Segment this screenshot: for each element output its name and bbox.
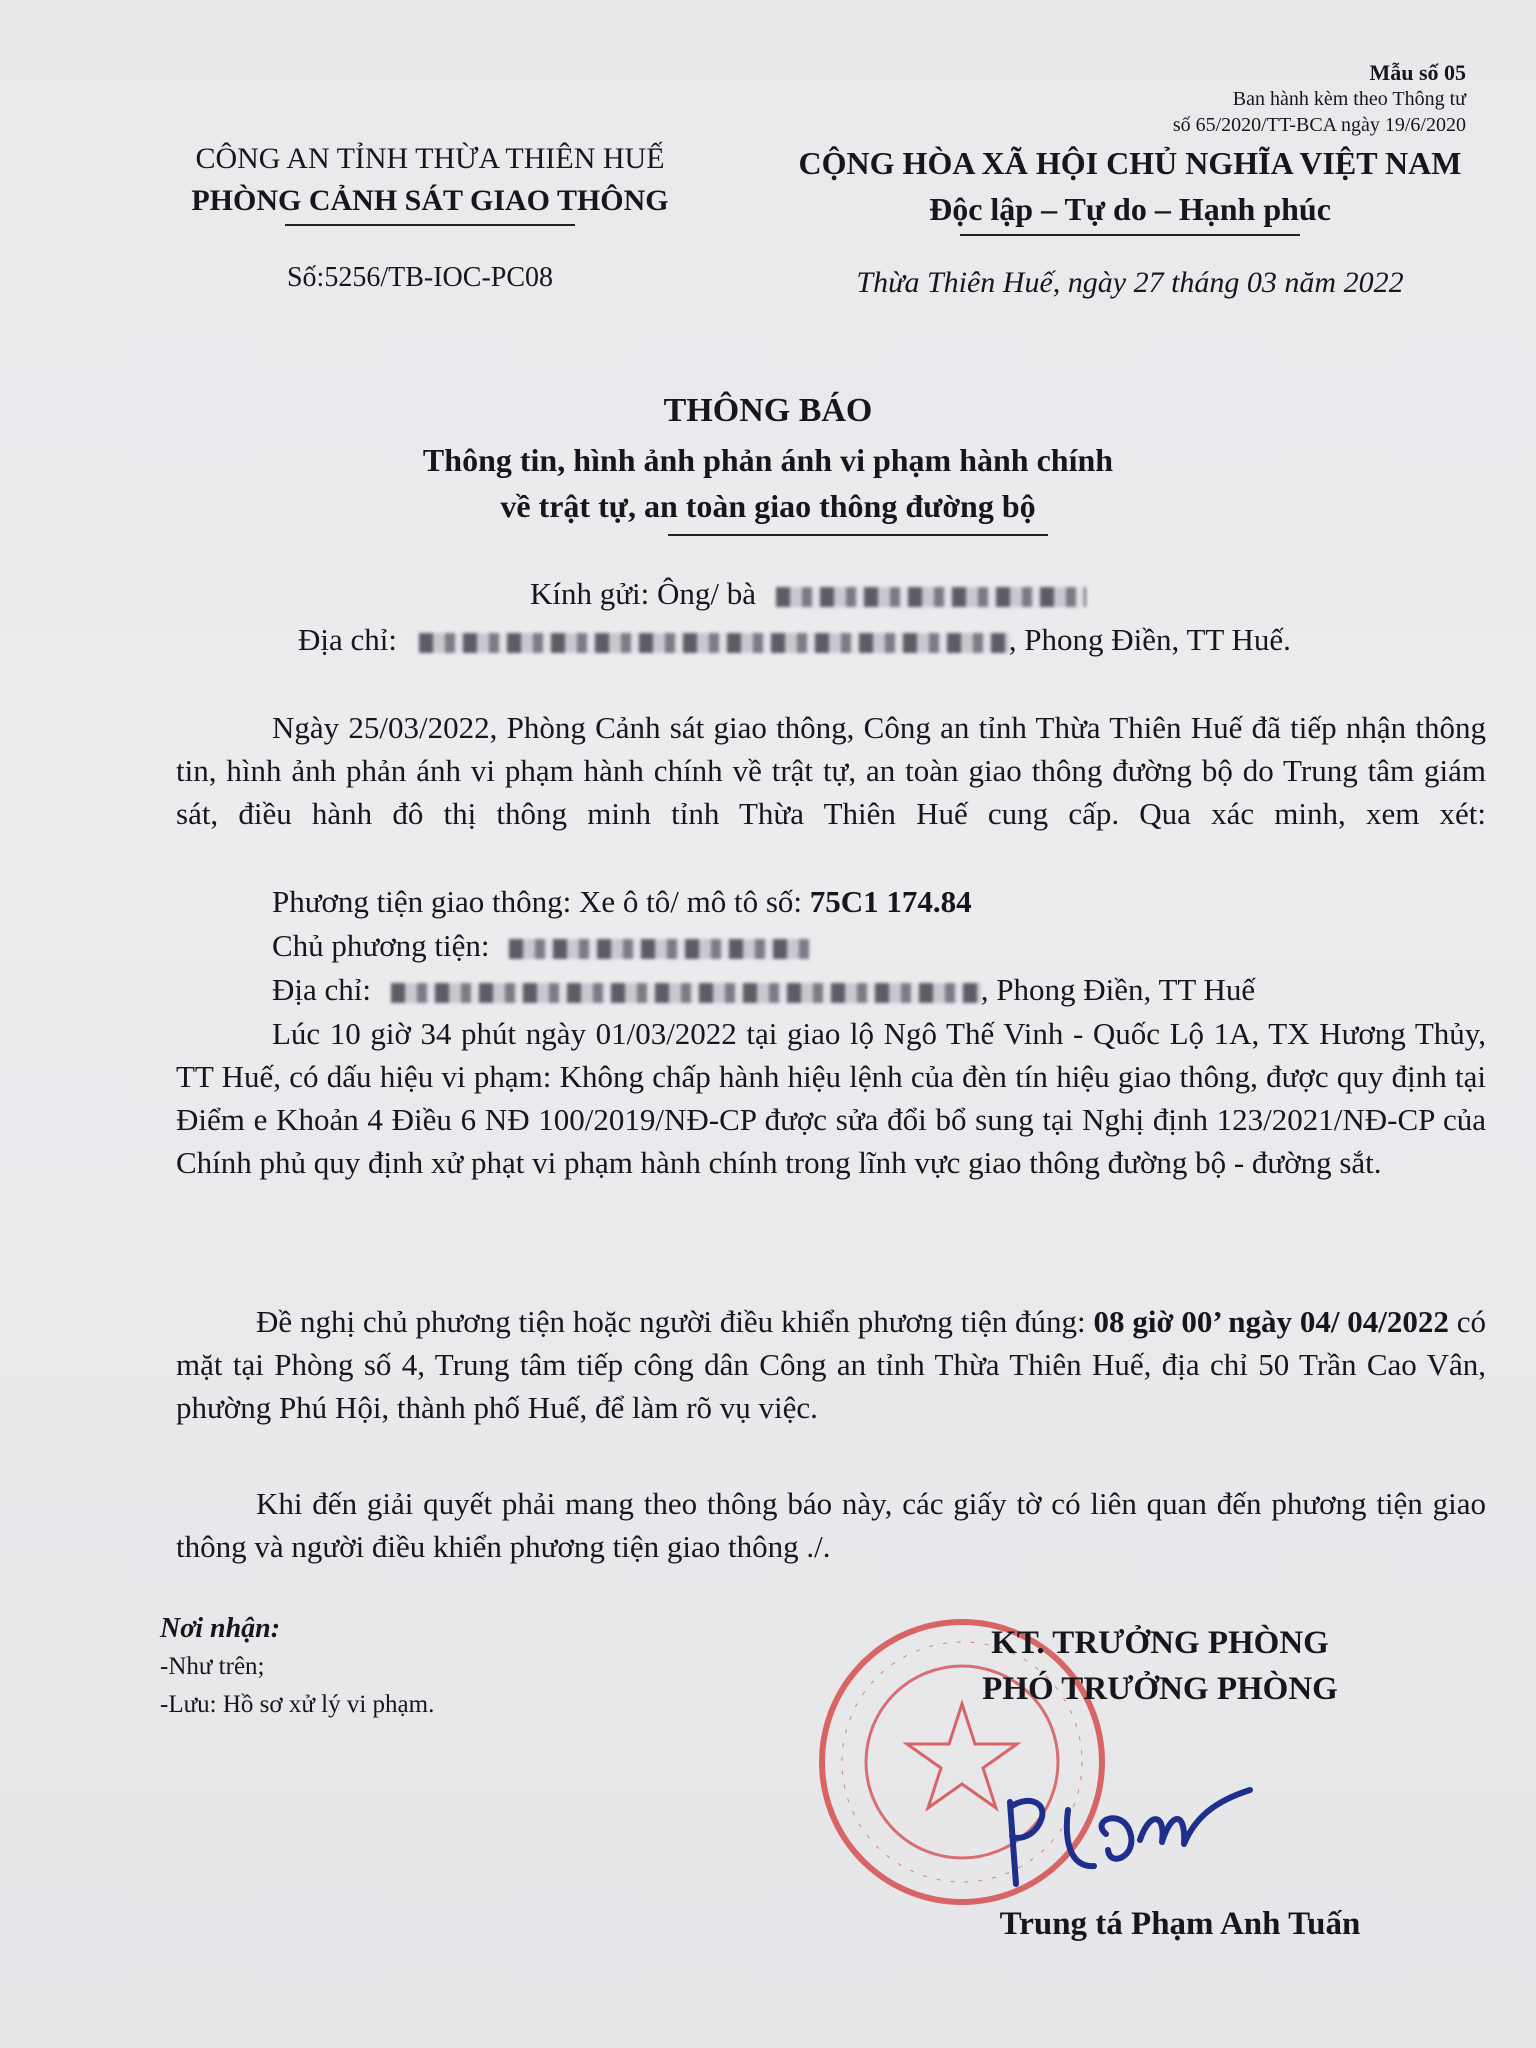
handwritten-signature-icon (990, 1780, 1270, 1890)
recipient-line (530, 572, 1086, 615)
signer-name: Trung tá Phạm Anh Tuấn (999, 1906, 1361, 1942)
redacted-recipient-address (419, 633, 1009, 653)
appointment-time: 08 giờ 00’ ngày 04/ 04/2022 (1093, 1304, 1449, 1339)
vehicle-plate: 75C1 174.84 (809, 884, 972, 919)
document-subtitle-line2: về trật tự, an toàn giao thông đường bộ (500, 488, 1036, 524)
document-title: THÔNG BÁO (663, 392, 873, 429)
national-header (750, 140, 1510, 236)
document-date: Thừa Thiên Huế, ngày 27 tháng 03 năm 2022 (856, 266, 1404, 299)
subtitle-underline (668, 534, 1048, 536)
owner-address-line (272, 968, 1255, 1011)
form-issued-line2: số 65/2020/TT-BCA ngày 19/6/2020 (1172, 114, 1466, 136)
signer-title-line1: KT. TRƯỞNG PHÒNG (991, 1625, 1329, 1661)
paragraph-intro: Ngày 25/03/2022, Phòng Cảnh sát giao thông, Công an tỉnh Thừa Thiên Huế đã tiếp nhận thông tin, hình ảnh phản ánh vi phạm hành chính về trật tự, an toàn giao thông đường bộ do Trung tâm giám sát, điều hành đô thị thông minh tỉnh Thừa Thiên Huế cung cấp. Qua xác minh, xem xét: (176, 710, 1486, 831)
redacted-owner-address (391, 983, 981, 1003)
vehicle-line (272, 880, 972, 923)
recipients-heading: Nơi nhận: (160, 1613, 281, 1644)
vehicle-label: Phương tiện giao thông: Xe ô tô/ mô tô số: (272, 884, 803, 919)
form-code: Mẫu số 05 (1369, 60, 1466, 85)
request-text-a: Đề nghị chủ phương tiện hoặc người điều khiển phương tiện đúng: (256, 1304, 1086, 1339)
signer-title-line2: PHÓ TRƯỞNG PHÒNG (982, 1671, 1338, 1707)
owner-address-tail: , Phong Điền, TT Huế (980, 972, 1256, 1007)
paragraph-instructions: Khi đến giải quyết phải mang theo thông báo này, các giấy tờ có liên quan đến phương tiện giao thông và người điều khiển phương tiện giao thông ./. (176, 1486, 1486, 1564)
unit-underline (285, 224, 575, 226)
issuing-organization (140, 138, 720, 226)
recipient-address-label: Địa chỉ: (298, 622, 397, 657)
document-subtitle-line1: Thông tin, hình ảnh phản ánh vi phạm hành chính (422, 442, 1114, 478)
motto-underline (960, 234, 1300, 236)
paragraph-violation: Lúc 10 giờ 34 phút ngày 01/03/2022 tại giao lộ Ngô Thế Vinh - Quốc Lộ 1A, TX Hương Thủy, TT Huế, có dấu hiệu vi phạm: Không chấp hành hiệu lệnh của đèn tín hiệu giao thông, được quy định tại Điểm e Khoản 4 Điều 6 NĐ 100/2019/NĐ-CP được sửa đổi bổ sung tại Nghị định 123/2021/NĐ-CP của Chính phủ quy định xử phạt vi phạm hành chính trong lĩnh vực giao thông đường bộ - đường sắt. (176, 1016, 1486, 1180)
paragraph-request (176, 1300, 1486, 1429)
form-issued-line1: Ban hành kèm theo Thông tư (1232, 88, 1466, 110)
nation-motto: Độc lập – Tự do – Hạnh phúc (929, 191, 1331, 227)
request-text-c: có mặt tại Phòng số 4, Trung tâm tiếp công dân Công an tỉnh Thừa Thiên Huế, địa chỉ 50 Trần Cao Vân, phường Phú Hội, thành phố Huế, để làm rõ vụ việc. (176, 1304, 1486, 1425)
recipient-greeting: Kính gửi: Ông/ bà (530, 576, 757, 611)
document-number: Số:5256/TB-IOC-PC08 (286, 262, 554, 293)
redacted-recipient-name (776, 587, 1086, 607)
recipients-item1: -Như trên; (160, 1653, 265, 1680)
unit-name: PHÒNG CẢNH SÁT GIAO THÔNG (191, 184, 669, 217)
nation-name: CỘNG HÒA XÃ HỘI CHỦ NGHĨA VIỆT NAM (798, 145, 1462, 181)
recipient-address-line (298, 618, 1291, 661)
form-code-block (1173, 60, 1466, 138)
redacted-owner-name (509, 939, 809, 959)
owner-line (272, 924, 809, 967)
signer-title-block (880, 1620, 1440, 1712)
owner-address-label: Địa chỉ: (272, 972, 371, 1007)
recipients-block (160, 1610, 434, 1724)
recipient-address-tail: , Phong Điền, TT Huế. (1008, 622, 1291, 657)
owner-label: Chủ phương tiện: (272, 928, 490, 963)
parent-organization: CÔNG AN TỈNH THỪA THIÊN HUẾ (195, 142, 665, 175)
recipients-item2: -Lưu: Hồ sơ xử lý vi phạm. (160, 1691, 435, 1718)
